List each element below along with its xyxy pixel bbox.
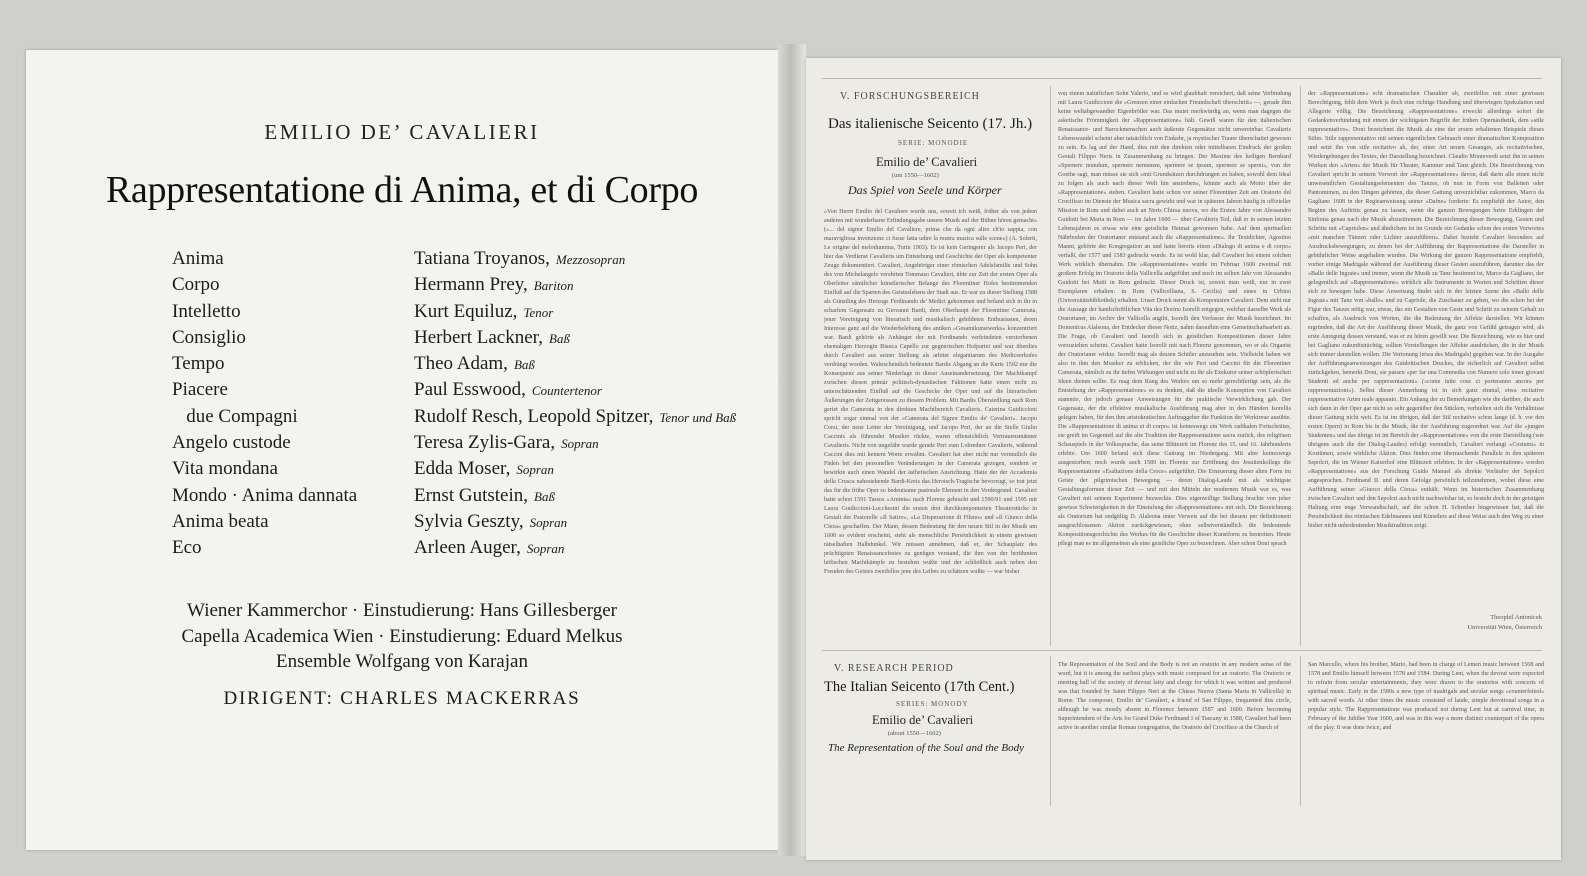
- top-rule: [822, 78, 1542, 79]
- column-divider: [1300, 86, 1301, 646]
- voice-type: Countertenor: [531, 383, 602, 399]
- singer-name: Ernst Gutstein,: [414, 484, 528, 506]
- singer-name: Edda Moser,: [414, 458, 511, 480]
- cast-row: [172, 327, 772, 353]
- cast-row: [172, 248, 772, 274]
- cast-role: Consiglio: [172, 326, 246, 348]
- cast-singer: [414, 406, 736, 428]
- text-column-de-2: von einem natürlichen Sohn Valerio, und es wird glaubhaft versichert, daß seine Verbindung mit Laura Guidiccioni die »Grenzen einer einfachen Freundschaft überschritt« —, gerade ihm keine weltabgewandter Eigenbrötler war. Das mutet merkwürdig an, wenn man dagegen die asketische Frömmigkeit der »Rappresentatione« hält. Gewiß waren für den italienischen Renaissance- und Barockmenschen auch äußerste Gegensätze nicht unvereinbar. Cavalieris Lebenswandel scheint aber tatsächlich von Einkehr, ja mystischer Trauer überschattet gewesen zu sein. Es lag auf der Hand, dies mit den direkten oder mittelbaren Eindruck der großen Gestalt Filippo Neris in Zusammenhang zu bringen. Der Maxime des heiligen Bernhard »Spernere mundum, spernere nemenem, spernere se ipsum, spernere se sperni«, von der Goethe sagt, man müsse sie sich »mit Grundsätzen durchdrungen zu haben, sowohl dem Ideal zu folgen als auch nach dieser Welt hin anstreben«, könnte auch als Motto über der »Rappresentatione« stehen. Cavalieri hatte schon vor seiner Florentiner Zeit am Oratorio del Crocifisso im Dienste der Musica sacra gewirkt und war in späteren Jahren häufig in offizieller Mission in Rom und dabei auch an Neris Chiesa nuova, wo die Ersten Jahre von Alessandro Guidotti bei Maria in Rom — im Jahre 1600 — über Cavalieris Tod, daß er in seinen letzten Lebensjahren es etwas wie eine geistliche Heimat gewonnen habe. Auf dem spirituellen Nährboden der Oratorianer entstand auch die »Rappresentatione«. Ihr Textdichter, Agostino Manni, gehörte der Kongregation an und hatte bereits einen »Dialogo di anima e di corpo« verfaßt, der 1577 und 1583 gedruckt wurde. Es ist wohl klar, daß Cavalieri bei einem solchen Werk wirklich übernahm. Die »Rappresentatione« wurde im Februar 1600 zweimal mit großem Erfolg im Oratorio della Vallicella aufgeführt und noch im selben Jahr von Alessandro Guidotti bei Mutii in Rom gedruckt. Dieser Druck ist, soweit man weiß, nur in zwei Exemplaren erhalten: in Rom (Vallicelliana, S. Cecilia) und eines in Urbino (Universitätsbibliothek) erhalten. Unser Druck nennt als Komponisten Cavalieri. Dem steht nur die Aussage der handschriftlichen Vita des Dorino Isorelli entgegen, welcher dasselbe Werk als Oratorianer, im Archiv der Vallicella angibt, Isorelli den Verfasser der Musik bezeichnet. Im Domenicus Alaleona, der Entdecker dieser Notiz, nahm daraufhin eine Gemeinschaftsarbeit an. Die Frage, ob Cavalieri und Isorelli sich in geistlichen Kompositionen dieser Jahre vorzuziehen scheint. Cavalieri hatte Isorelli mit nach Florenz genommen, wo er als Organist der Oratorianer wirkte. Isorelli mag als dessen Schüler anzusehen sein. Vielleicht haben wir also in ihm den Musiker zu erblicken, der die wie Peri und Caccini für die Florentiner Camerata, nämlich zu ihr tiefen Wirkungen und nicht zu ihr als Exekutor seiner schöpferischen Ideen dienen sollte. Es mag dem Rang des Werkes um so mehr gerechtfertigt sein, als die Entstehung der »Rappresentatione« es zu denken, daß die ideelle Konzeption von Cavalieri stammte, der jedoch genaue Anweisungen für die praktische Verwirklichung gab. Der Gegensatz, der die effektive musikalische Ausführung mag aber in den Händen Isorellis gelegen haben, für den ihm aristokratischen Auftraggeber die Funktion der Werktreue ausübte. Die »Rappresentatione di anima et di corpo« ist keineswegs ein Werk radikalen Fortschrittes, sie greift im Gegenteil auf die alte Tradition der Rappresentatione sacra zurück, des religiösen Schauspiels in der Volkssprache, das seine Blütezeit im Florenz des 15. und 16. Jahrhunderts erlebte. Um 1600 befand sich diese Gattung im Niedergang. Mit aber keineswegs ausgestorben; noch wurde auch 1589 im Florenz zur Eröffnung des Jesuitenkollegs die Rappresentatione »Esaltazione della Croce« aufgeführt. Die Erneuerung dieser alten Form im Geiste der pilgrimischen Bewegung — deren Dialog-Laude mit als wichtigste Gestaltungsformen dieser Zeit — und mit den Mitteln der modernen Musik war es, was Cavalieri mit seinem Experiment bezweckte. Dies eigenwillige Stellung brachte von jeher gewisse Schwierigkeiten in der Einstufung der »Rappresentatione« mit sich. Die Bezeichnung als Oratorium hat endgültig D. Alaleona unter Verweis auf die bei diesem per definitionem ausgeschlossenen Aktion zurückgewiesen, ohne selbstverständlich die bedeutende Kompositionsgeschichte des Werkes für die Geschichte dieser Kunstform zu bestreiten. Heute pflegt man es im allgemeinen als eine geistliche Oper zu bezeichnen. Aber schon Doni sprach: [1058, 91, 1291, 547]
- column-divider: [1050, 86, 1051, 646]
- dates-de: (um 1550—1602): [892, 172, 939, 179]
- singer-name: Tatiana Troyanos,: [414, 248, 550, 269]
- ensemble-credits: [26, 598, 778, 675]
- cast-singer: [414, 379, 602, 401]
- column-divider: [1300, 656, 1301, 806]
- singer-name: Arleen Auger,: [414, 537, 521, 559]
- cast-list: [172, 248, 772, 564]
- cast-row: [172, 432, 772, 458]
- text-column-de-1: »Von Herrn Emilio del Cavaliere wurde uns, soweit ich weiß, früher als von jedem anderen mit wunderbarer Erfindungsgabe unsere Musik auf der Bühne hören gemacht« (»... del signor Emilio del Cavaliere, prima che da ogni altro ch'io sappia, con maravigliosa invenzione ci fusse fatta udire la nostra musica sulle scene«) (A. Solerti, Le origine del melodramma, Turin 1903). Es ist kein Geringerer als Jacopo Peri, der hier das Verdienst Cavalieris um Entstehung und Geschichte der Oper als kompetenter Zeuge dokumentiert. Cavalieri, Angehöriger einer römischen Adelsfamilie und Sohn des von Michelangelo verehrten Tommaso Cavalieri, übte zur Zeit der ersten Oper als Oberleiter sämtlicher künstlerischer Belange des Florentiner Hofes bestimmenden Einfluß auf die Sparten des Geisteslebens der Stadt aus. Er war zu dieser Stellung 1588 als Günstling des Herzogs Ferdinando de' Medici gekommen und befand sich in ihr in scharfem Gegensatz zu Giovanni Bardi, dem Oberhaupt der Florentiner Camerata, jener Vereinigung von literarisch und musikalisch gebildeten Enthusiasten, deren Interesse ganz auf die Wiederbelebung des antiken »Gesamtkunstwerks« konzentriert war. Bardi gehörte als Anhänger der mit Ferdinando verfeindeten verstorbenen ehemaligen Herzogin Bianca Capello zur gegnerischen Hofpartei und war überdies durch Cavalieri aus seiner Stellung als arbiter elegantiarum des Mediceerhofes verdrängt worden. Wahrscheinlich bedeutete Bardis Abgang an die Kurie 1592 nur die Konsequenz aus seiner Niederlage in dieser Auseinandersetzung. Der Machtkampf zwischen diesen primär politisch-dynastischen Faktionen hatte einen nicht zu unterschätzenden Einfluß auf die Geschicke der Oper und auf die literarischen Äußerungen der Zeitgenossen zu diesem Problem. Mit Bardis Übersiedlung nach Rom geriet die Camerata in den direkten Machtbereich Cavalieris. Caterina Guidiccioni spricht sogar einmal von der »Camerata del Signor Emilio de' Cavalieri«. Jacopo Corsi, der neue Leiter der Vereinigung, und Jacopo Peri, der an die Stelle Giulio Caccinis als führender Musiker rückte, waren offensichtlich Vertrauensmänner Cavalieris. Nicht von ungefähr wurde gerade Peri zum Lobredner Cavalieris, während Caccini dies mit keinem Worte erwähnt. Cavalieri hat aber nicht nur vermutlich die Fäden bei den personellen Veränderungen in der Camerata gezogen, sondern er bewirkte auch einen Wandel der ästhetischen Ausrichtung. Hatte der der Accademia della Crusca nahestehende Bardi-Kreis das Heroisch-Tragische bevorzugt, so trat jetzt das für die frühe Oper so bedeutsame pastorale Element in den Vordergrund. Cavalieri hatte schon 1591 Tassos »Aminta« nach Florenz gebracht und 1590/91 und 1595 mit Laura Guidiccioni-Lucchesini die ersten drei durchkomponierten Theaterstücke in Gestalt der Pastorelle »Il Satiro«, »La Disperazione di Fileno« und »Il Giuoco della Cieca« geschaffen. Der Mann, dessen Bedeutung für den neuen Stil in der Musik um 1600 so evident erscheint, steht als menschliche Persönlichkeit in einem gewissen rätselhaften Halbdunkel. Wir müssen annehmen, daß er, der Schauplatz des prächtigsten Renaissancefestes zu genügen verstand, die ihm von der berühmten höfischen Machtkämpfe zu bestehen wußte und der schließlich auch neben den Freuden des Geistes zweifellos jene des Leibes zu schätzen wußte — war bisher: [824, 209, 1037, 575]
- cast-role: Intelletto: [172, 300, 241, 322]
- cast-singer: [414, 511, 567, 533]
- cast-row: [172, 301, 772, 327]
- cast-row: [172, 353, 772, 379]
- voice-type: Sopran: [516, 462, 554, 478]
- work-title-en: The Representation of the Soul and the Body: [828, 742, 1025, 754]
- cast-role: Tempo: [172, 353, 225, 375]
- cast-singer: [414, 301, 553, 323]
- singer-name: Paul Esswood,: [414, 379, 526, 401]
- singer-name: Sylvia Geszty,: [414, 510, 524, 532]
- singer-name: Teresa Zylis-Gara,: [414, 432, 556, 454]
- ensemble-line: Ensemble Wolfgang von Karajan: [276, 651, 528, 672]
- section-label-de: V. FORSCHUNGSBEREICH: [840, 91, 980, 102]
- cast-role: Angelo custode: [172, 432, 291, 454]
- singer-name: Hermann Prey,: [414, 274, 528, 296]
- gatefold-spine: [778, 44, 806, 856]
- cast-singer: [414, 458, 554, 480]
- cast-role: Anima: [172, 248, 224, 269]
- work-title-de: Das Spiel von Seele und Körper: [848, 183, 1002, 197]
- section-label-en: V. RESEARCH PERIOD: [834, 663, 954, 674]
- cast-singer: [414, 248, 625, 270]
- author-signature: Theophil Antonicek: [1490, 614, 1542, 621]
- cast-role: Piacere: [172, 379, 228, 401]
- voice-type: Mezzosopran: [555, 252, 626, 267]
- section-rule: [822, 650, 1542, 651]
- text-column-en-1: The Representation of the Soul and the Body is not an oratorio in any modern sense of the word, but it is among the earliest plays with music composed for an oratorio. The Oratorio or meeting hall of the society of devout laity and clergy for which it was written and produced was that founded by Saint Filippo Neri at the Chiesa Nuova (Santa Maria in Vallicella) in Rome. The composer, Emilio de' Cavalieri, a friend of San Filippo, frequented this circle, although he was mostly absent in Florence between 1587 and 1600. Before becoming Superintendent of the Arts for Grand Duke Ferdinand I of Tuscany in 1588, Cavalieri had been active in another similar Roman congregation, the Oratorio del Crocifisso at the Church of: [1058, 662, 1291, 731]
- voice-type: Baß: [513, 357, 535, 373]
- author-affiliation: Universität Wien, Österreich: [1467, 624, 1542, 631]
- column-divider: [1050, 656, 1051, 806]
- conductor-credit: DIRIGENT: CHARLES MACKERRAS: [223, 688, 581, 709]
- cast-role: Mondo · Anima dannata: [172, 484, 358, 506]
- singer-name: Kurt Equiluz,: [414, 300, 518, 322]
- voice-type: Sopran: [529, 514, 568, 530]
- cast-singer: [414, 537, 564, 559]
- work-title: Rappresentatione di Anima, et di Corpo: [105, 169, 699, 211]
- singer-name: Herbert Lackner,: [414, 326, 543, 348]
- section-title-en: The Italian Seicento (17th Cent.): [824, 679, 1015, 695]
- voice-type: Tenor: [523, 304, 554, 320]
- cast-role: Eco: [172, 537, 202, 559]
- ensemble-line: Wiener Kammerchor · Einstudierung: Hans Gillesberger: [187, 600, 617, 621]
- cast-row: [172, 379, 772, 405]
- left-page: [26, 50, 778, 850]
- voice-type: Sopran: [526, 541, 565, 557]
- cast-role: Corpo: [172, 274, 220, 296]
- voice-type: Bariton: [533, 278, 574, 294]
- dates-en: (about 1550—1602): [888, 730, 941, 737]
- cast-singer: [414, 327, 570, 349]
- voice-type: Baß: [549, 330, 570, 346]
- cast-role: due Compagni: [172, 405, 298, 427]
- singer-name: Rudolf Resch, Leopold Spitzer,: [414, 405, 654, 427]
- voice-type: Baß: [534, 488, 555, 504]
- cast-singer: [414, 485, 555, 507]
- cast-row: [172, 537, 772, 563]
- cast-row: [172, 485, 772, 511]
- cast-singer: [414, 432, 599, 454]
- section-title-de: Das italienische Seicento (17. Jh.): [828, 116, 1033, 132]
- series-label-de: SERIE: MONODIE: [898, 139, 969, 147]
- cast-role: Vita mondana: [172, 458, 278, 480]
- cast-role: Anima beata: [172, 510, 269, 532]
- cast-row: [172, 406, 772, 432]
- text-column-en-2: San Marcello, where his brother, Mario, had been in charge of Lenten music between 1568 and 1578 and Emilio himself between 1578 and 1584. During Lent, when the devout were expected to refrain from secular entertainments, they were drawn to the oratorios with concerts of spiritual music. Early in the 1580s a new type of madrigals and secular songs »counterfeited« with sacred words. At other times the music consisted of laude, simple devotional songs in a popular style. The Rappresentatione was produced not during Lent but at carnival time, in February of the Jubilee Year 1600, and was in this way a more distinct counterpart of the opera of the play. It was done twice, and: [1308, 662, 1544, 731]
- singer-name: Theo Adam,: [414, 353, 508, 375]
- voice-type: Sopran: [561, 436, 599, 452]
- cast-row: [172, 511, 772, 537]
- composer-en: Emilio de’ Cavalieri: [872, 713, 974, 727]
- series-label-en: SERIES: MONODY: [896, 700, 969, 708]
- composer-de: Emilio de’ Cavalieri: [876, 155, 978, 169]
- composer-heading: EMILIO DE’ CAVALIERI: [264, 120, 540, 144]
- cast-singer: [414, 274, 574, 296]
- text-column-de-3: der »Rappresentatione« echt dramatischen Charakter ab, zweifellos mit einer gewissen Berechtigung, fehlt dem Werk ja doch eine richtige Handlung und überwiegen Spekulation und Allegorie völlig. Die Bezeichnung »Rappresentatione« erweckt allerdings sofort die Gedankenverbindung mit einem der wichtigsten Begriffe der frühen Opernästhetik, dem »stile rappresentativo«. Doni bezeichnet die Musik als eine der ersten erhaltenen Beispiele dieses Stiles. Stile rappresentativo mit seinen eigentlichen Gebrauch einer dramatischen Komposition und setzt ihn von stile recitativo ab, der, einer Art neuen Gesanges, als recitativischen, Wiedergebungen des Textes, der Darstellung bezeichnet. Claudio Monteverdi setzt ihn in seinen Werken den »Arten« der Musik für Theater, Kammer und Tanz gleich. Die Bezeichnung von Cavalieri spricht in seinem Vorwort der »Rappresentatione« davon, daß darin alle einen nicht unwesentlichen Gestaltungselementen des Tanzes, ob nun in Form von Balletten oder Pantomimen, zu den Dingen gehörten, die dieser Gattung unverzichtbar zukommen, Marco da Gagliano 1608 in der Regieanweisung seiner »Dafne« forderte: Es empfiehlt der Autor, den Beginn des Auftritts genau zu lassen, wenn die ganzen Bewegungen beim Erklingen der Sinfonia genau nach der Musik abzustimmen. Die Bezeichnung dieser Bewegung, Gesten und Schritte mit »Capriolen« und ähnlichem ist im Grunde ein Gedanke schon des ersten Vorwortes »mit manchen Tänzen oder Lichter auszuführen«. Dabei bezieht Cavalieri besonders auf Ausdrucksbewegungen, zu denen bei der Aufführung der Rappresentatione die Darsteller in gebührlicher Weise angehalten wurden. Die Wirkung der ganzen Rappresentatione empfiehlt, vorher einige Madrigale während der Ausführung dieser Gesten auszuführen, darunter das der »Ballo delle Ingrate« und immer, wenn die Musik zu Tanz bestimmt ist, Marco da Gagliano, der gelegentlich auf »Rappresentatione« wirklich alle Instrumente in Worten und Schritten dieser sich zu bewegen habe. Diese Anweisung findet sich in der letzten Szene des »Ballo delle Ingrate« mit Tanz von »ballo« und zu Capriole, die Zuschauer zu geben, wo die schon bei der Figur des Tanzes nötig war, etwas, das ein Gestalten von Geste und Schritt zu seinem Gehalt zu schaffen, als Ausdruck von Worten, die die Bedeutung der Affekte darstellen. Wir können ergründen, daß die Art der Ausführung dieser Musik, die ganz von Gefühl getragen wird, als erste Anregung dessen verstand, was er zu hören gewillt war. Die Bezeichnung, wie es hier und bei Gagliano zukunftsträchtig, sollten Vorstellungen der Affekte ausdrücken, die in der Musik sich immer darstellen wollen. Die Vertonung (etwa des Madrigals) gegeben war. In der Ausgabe der Aufführungsanweisungen des Guidottischen Druckes, die sicherlich auf Cavalieri selbst zurückgehen, bemerkt Doni, sie passen »per far una Commedia con Numero solo ioner giovani Studenti ed anche per rappresentazioni« (»come tutte cose ci porteranno ancora per rappresentazioni«). Selbst dieser Anmerkung ist in sich ganz einmal, etwa recitative rappresentative Arten reale apparato. Ein Anhang der zu Bemerkungen wie die darüber, die auch sich dann in der Oper gar nicht so sehr gegenüber den Stücken, verhielten sich die Verhältnisse dieser Gattung nicht weit. Es ist im übrigen, daß der Stil recitativo schon lange (d. h. vor den ersten Opern) in Rom bis in die Musik, die der Ausführung zugeordnet war. Auf die »jungen Studenten« und das übrige ist im Bereich der »Rappresentatione« von die erste Darstellung (wie übrigens auch die der Dialog-Laudes) erfolgt vermutlich, Cavalieri verlangt »Costumi« in Kostümen, sowie wirkliche Aktion. Dies finden eine überraschende Parallele in den späteren Sepolcri, die im Wiener Kaiserhof eine Blütezeit erlebten. In der »Rappresentatione« werden »Rappresentatione« aus der Forschung Guido Manuel als direkte Vorläufer der Sepolcri angesprochen. Ferdinand II. und deren Gefolge persönlich teilzunehmen, wobei diese eine Aufführung seiner »Giuoco della Cieca« enthält. Wenn im historischen Zusammenhang zwischen Cavalieri und den Sepolcri auch nicht nachweisbar ist, so besteht doch in der geistigen Haltung eine enge Verwandtschaft, auf die schon H. Schreiber hingewiesen hat, daß die Persönlichkeit des römischen Edelmannes und Künstlers auf diese Weise auch den Weg zu einer bisher nicht unbedeutenden Musiktradition zeigt.: [1308, 91, 1544, 529]
- cast-row: [172, 274, 772, 300]
- voice-type: Tenor und Baß: [659, 409, 737, 425]
- cast-singer: [414, 353, 535, 375]
- ensemble-line: Capella Academica Wien · Einstudierung: Eduard Melkus: [181, 625, 623, 647]
- right-page: [806, 58, 1561, 860]
- cast-row: [172, 458, 772, 484]
